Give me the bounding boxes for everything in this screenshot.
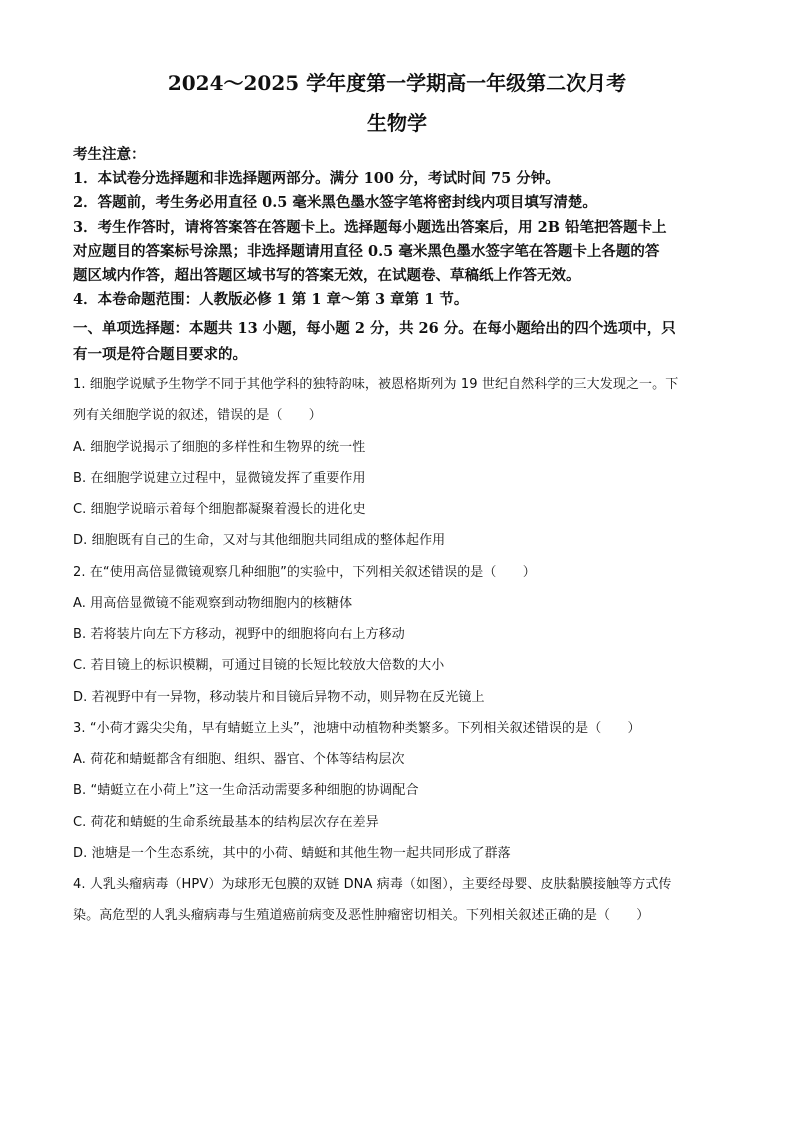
exam-title: 2024～2025 学年度第一学期高一年级第二次月考	[167, 71, 627, 95]
notice-item: 题区域内作答，超出答题区域书写的答案无效，在试题卷、草稿纸上作答无效。	[73, 267, 581, 285]
question-2-option-d: D. 若视野中有一异物，移动装片和目镜后异物不动，则异物在反光镜上	[73, 690, 485, 705]
notice-item: 4．本卷命题范围：人教版必修 1 第 1 章～第 3 章第 1 节。	[73, 291, 469, 309]
question-1-stem: 列有关细胞学说的叙述，错误的是（ ）	[73, 408, 322, 423]
section-heading	[73, 316, 723, 368]
question-3-option-d: D. 池塘是一个生态系统，其中的小荷、蜻蜓和其他生物一起共同形成了群落	[73, 846, 511, 861]
subject-title: 生物学	[367, 111, 427, 135]
question-3-option-a: A. 荷花和蜻蜓都含有细胞、组织、器官、个体等结构层次	[73, 752, 405, 767]
notice-item: 1．本试卷分选择题和非选择题两部分。满分 100 分，考试时间 75 分钟。	[73, 170, 560, 188]
question-4-stem: 染。高危型的人乳头瘤病毒与生殖道癌前病变及恶性肿瘤密切相关。下列相关叙述正确的是（ ）	[73, 908, 650, 923]
question-2-option-b: B. 若将装片向左下方移动，视野中的细胞将向右上方移动	[73, 627, 405, 642]
section-line: 一、单项选择题：本题共 13 小题，每小题 2 分，共 26 分。在每小题给出的四个选项中，只	[73, 320, 676, 337]
question-3-stem: 3. “小荷才露尖尖角，早有蜻蜓立上头”，池塘中动植物种类繁多。下列相关叙述错误的是（ ）	[73, 721, 641, 736]
notice-item: 对应题目的答案标号涂黑；非选择题请用直径 0.5 毫米黑色墨水签字笔在答题卡上各题的答	[73, 242, 660, 260]
question-1-option-d: D. 细胞既有自己的生命，又对与其他细胞共同组成的整体起作用	[73, 533, 446, 548]
notice-item: 3．考生作答时，请将答案答在答题卡上。选择题每小题选出答案后，用 2B 铅笔把答题卡上	[73, 218, 667, 236]
question-2-option-a: A. 用高倍显微镜不能观察到动物细胞内的核糖体	[73, 596, 353, 611]
question-1-option-b: B. 在细胞学说建立过程中，显微镜发挥了重要作用	[73, 471, 366, 486]
section-line: 有一项是符合题目要求的。	[73, 346, 247, 363]
notice-item: 2．答题前，考生务必用直径 0.5 毫米黑色墨水签字笔将密封线内项目填写清楚。	[73, 194, 597, 212]
question-1-option-c: C. 细胞学说暗示着每个细胞都凝聚着漫长的进化史	[73, 502, 366, 517]
question-1-stem: 1. 细胞学说赋予生物学不同于其他学科的独特韵味，被恩格斯列为 19 世纪自然科学的三大发现之一。下	[73, 377, 679, 392]
notice-heading: 考生注意：	[73, 146, 146, 163]
question-1-option-a: A. 细胞学说揭示了细胞的多样性和生物界的统一性	[73, 440, 366, 455]
question-2-option-c: C. 若目镜上的标识模糊，可通过目镜的长短比较放大倍数的大小	[73, 658, 445, 673]
question-2-stem: 2. 在“使用高倍显微镜观察几种细胞”的实验中，下列相关叙述错误的是（ ）	[73, 565, 536, 580]
question-3-option-c: C. 荷花和蜻蜓的生命系统最基本的结构层次存在差异	[73, 815, 379, 830]
examinee-notice	[73, 143, 723, 312]
question-4-stem: 4. 人乳头瘤病毒（HPV）为球形无包膜的双链 DNA 病毒（如图），主要经母婴、皮肤黏膜接触等方式传	[73, 877, 672, 892]
question-3-option-b: B. “蜻蜓立在小荷上”这一生命活动需要多种细胞的协调配合	[73, 783, 419, 798]
